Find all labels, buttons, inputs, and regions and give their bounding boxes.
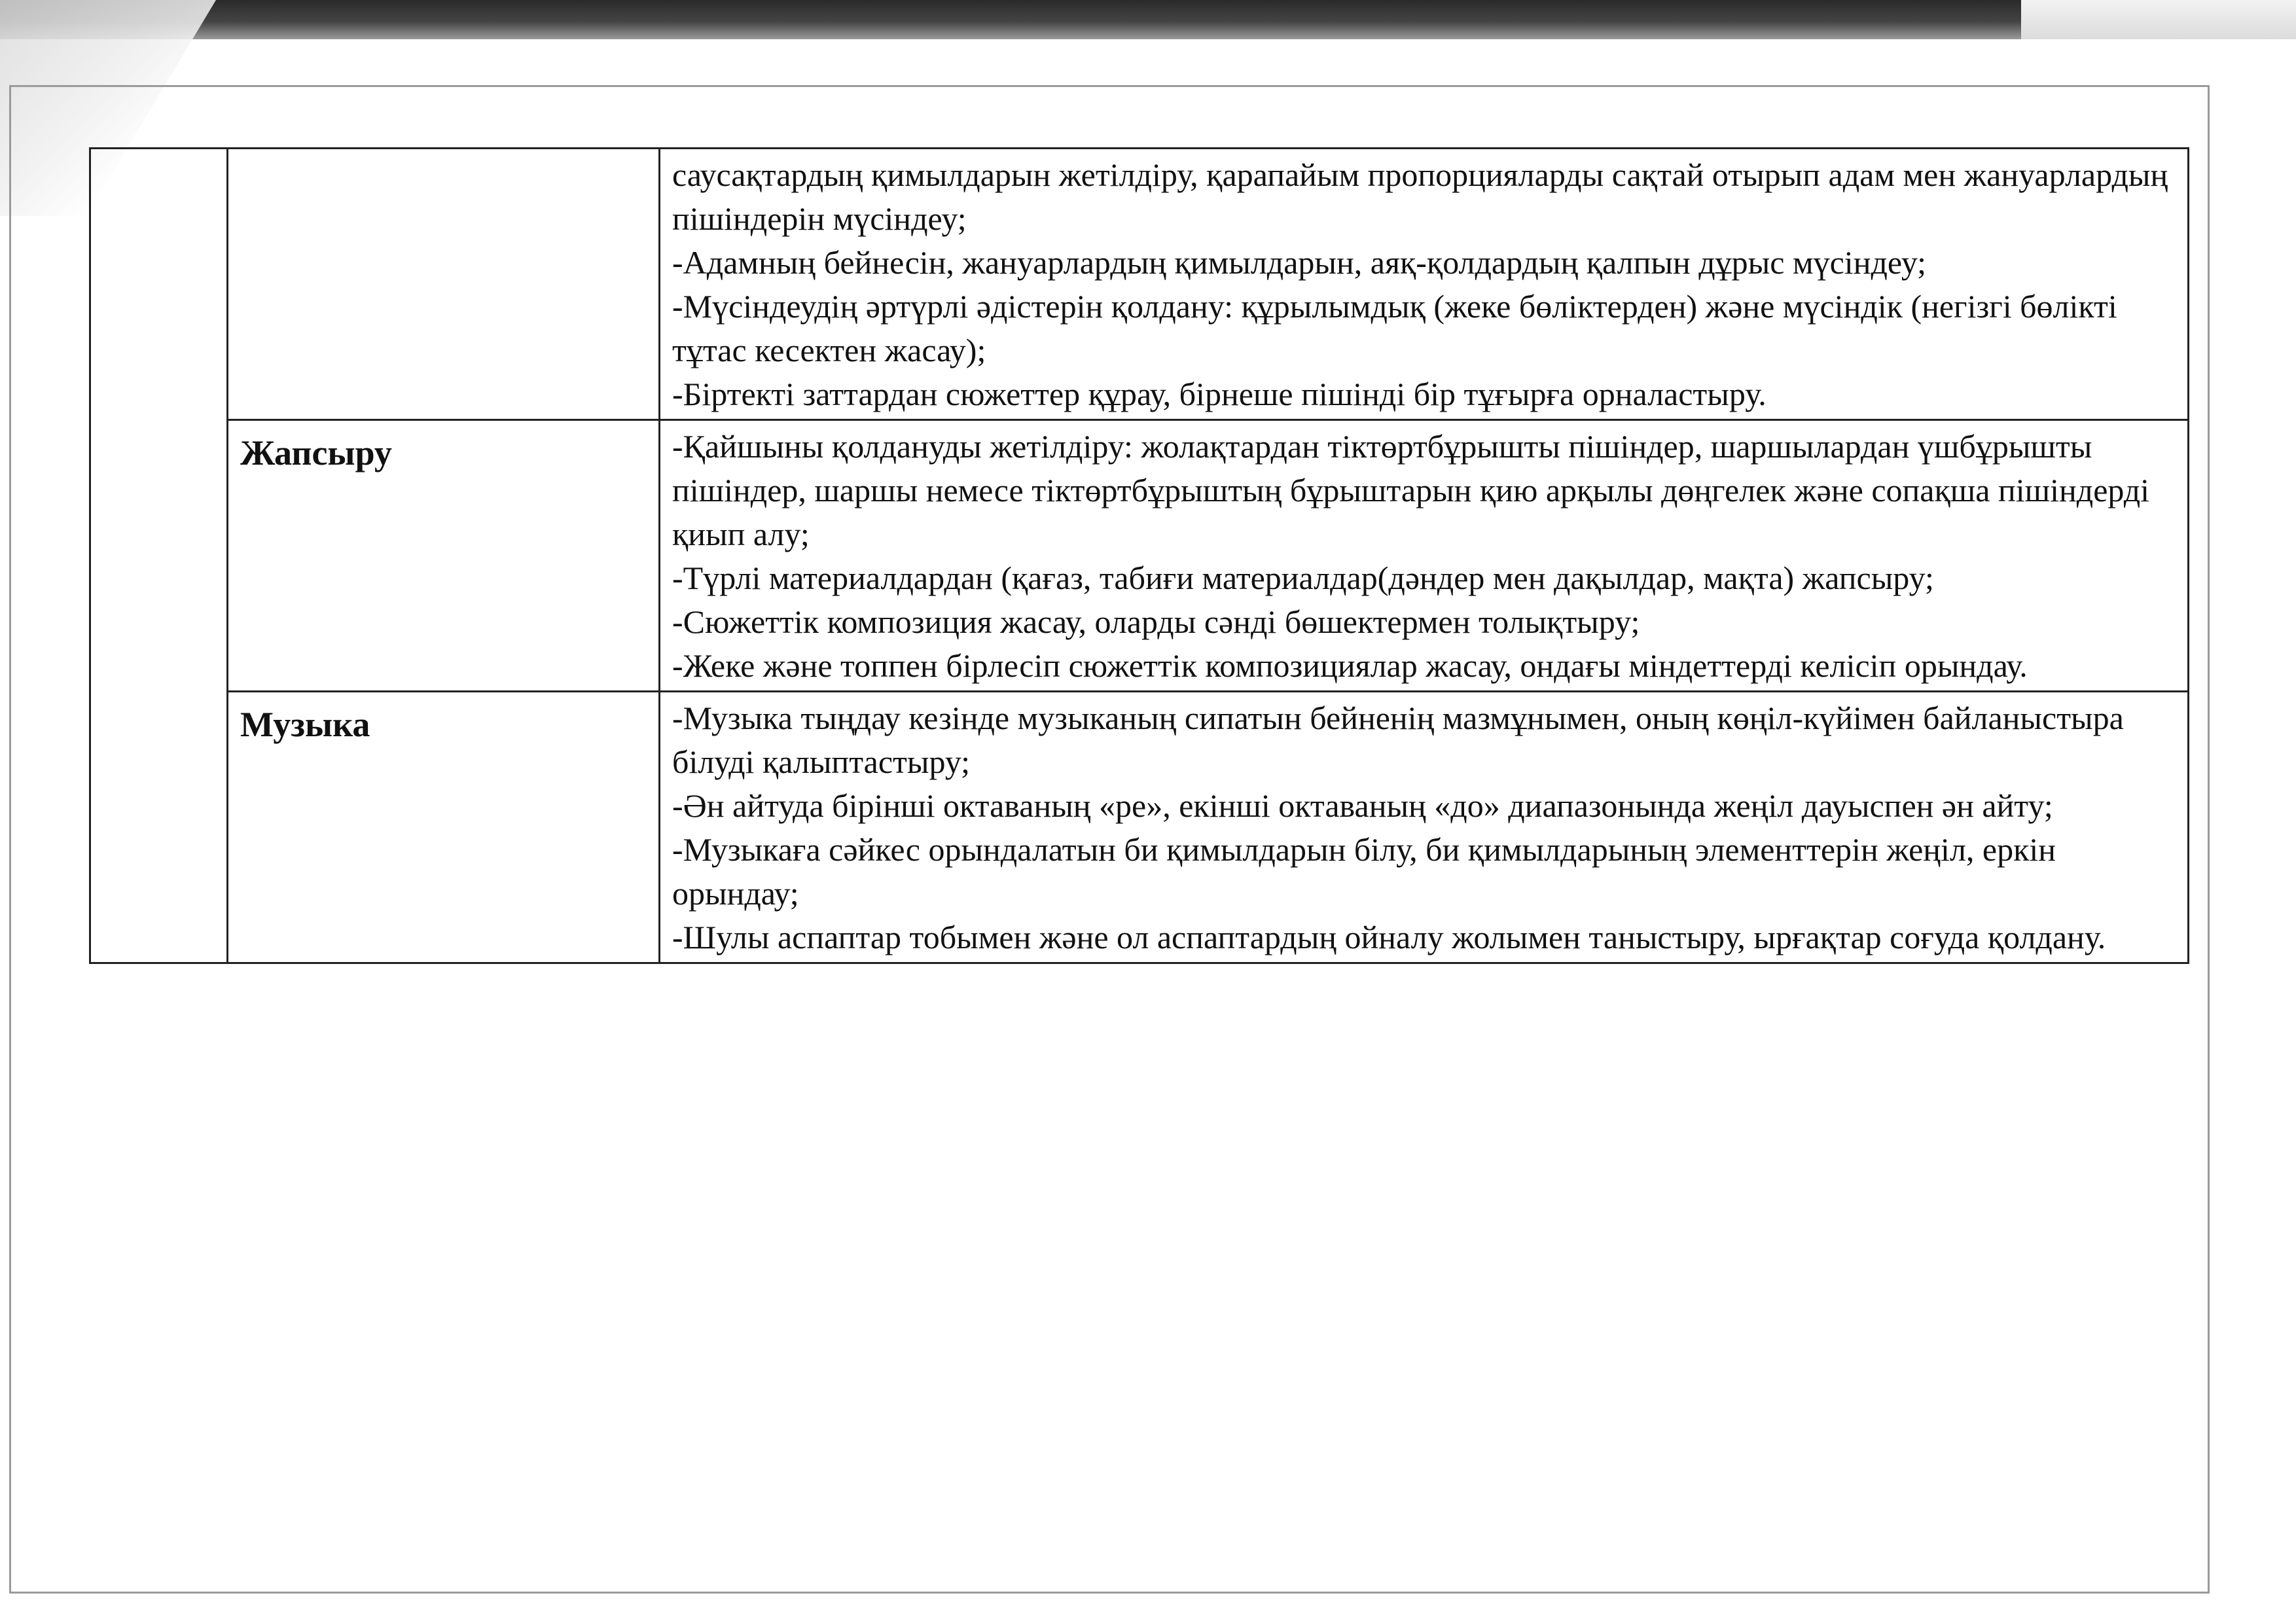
table-row bbox=[90, 692, 2189, 963]
subject-label: Жапсыру bbox=[240, 433, 392, 473]
content-cell bbox=[660, 149, 2189, 420]
content-cell bbox=[660, 420, 2189, 692]
content-line: -Мүсіндеудің әртүрлі әдістерін қолдану: құрылымдық (жеке бөліктерден) және мүсіндік (негізгі бөлікті тұтас кесектен жасау); bbox=[672, 288, 2117, 368]
content-line: -Түрлі материалдардан (қағаз, табиғи материалдар(дәндер мен дақылдар, мақта) жапсыру; bbox=[672, 560, 1934, 596]
subject-cell bbox=[228, 149, 660, 420]
content-line: -Қайшыны қолдануды жетілдіру: жолақтардан тіктөртбұрышты пішіндер, шаршылардан үшбұрышты пішіндер, шаршы немесе тіктөртбұрыштың бұрыштарын қию арқылы дөңгелек және сопақша пішіндерді қиып алу; bbox=[672, 428, 2150, 552]
content-line: -Біртекті заттардан сюжеттер құрау, бірнеше пішінді бір тұғырға орналастыру. bbox=[672, 376, 1767, 412]
content-cell bbox=[660, 692, 2189, 963]
subject-label bbox=[240, 153, 647, 160]
content-line: -Сюжеттік композиция жасау, оларды сәнді бөшектермен толықтыру; bbox=[672, 603, 1640, 640]
content-line: -Жеке және топпен бірлесіп сюжеттік композициялар жасау, ондағы міндеттерді келісіп орындау. bbox=[672, 647, 2028, 684]
content-line: -Музыка тыңдау кезінде музыканың сипатын бейненің мазмұнымен, оның көңіл-күйімен байланыстыра білуді қалыптастыру; bbox=[672, 700, 2124, 780]
content-line: -Ән айтуда бірінші октаваның «ре», екінші октаваның «до» диапазонында жеңіл дауыспен ән айту; bbox=[672, 787, 2053, 824]
subject-label: Музыка bbox=[240, 705, 370, 744]
content-line: -Адамның бейнесін, жануарлардың қимылдарын, аяқ-қолдардың қалпын дұрыс мүсіндеу; bbox=[672, 244, 1927, 281]
table-row bbox=[90, 149, 2189, 420]
table-row bbox=[90, 420, 2189, 692]
scanner-edge-right bbox=[2021, 0, 2296, 39]
empty-cell bbox=[90, 149, 228, 963]
content-line: -Шулы аспаптар тобымен және ол аспаптардың ойналу жолымен таныстыру, ырғақтар соғуда қолдану. bbox=[672, 919, 2106, 955]
content-line: саусақтардың қимылдарын жетілдіру, қарапайым пропорцияларды сақтай отырып адам мен жануарлардың пішіндерін мүсіндеу; bbox=[672, 156, 2168, 237]
subject-cell bbox=[228, 420, 660, 692]
curriculum-table bbox=[89, 147, 2189, 964]
content-line: -Музыкаға сәйкес орындалатын би қимылдарын білу, би қимылдарының элементтерін жеңіл, еркін орындау; bbox=[672, 831, 2056, 912]
scanner-edge bbox=[0, 0, 2296, 39]
subject-cell bbox=[228, 692, 660, 963]
